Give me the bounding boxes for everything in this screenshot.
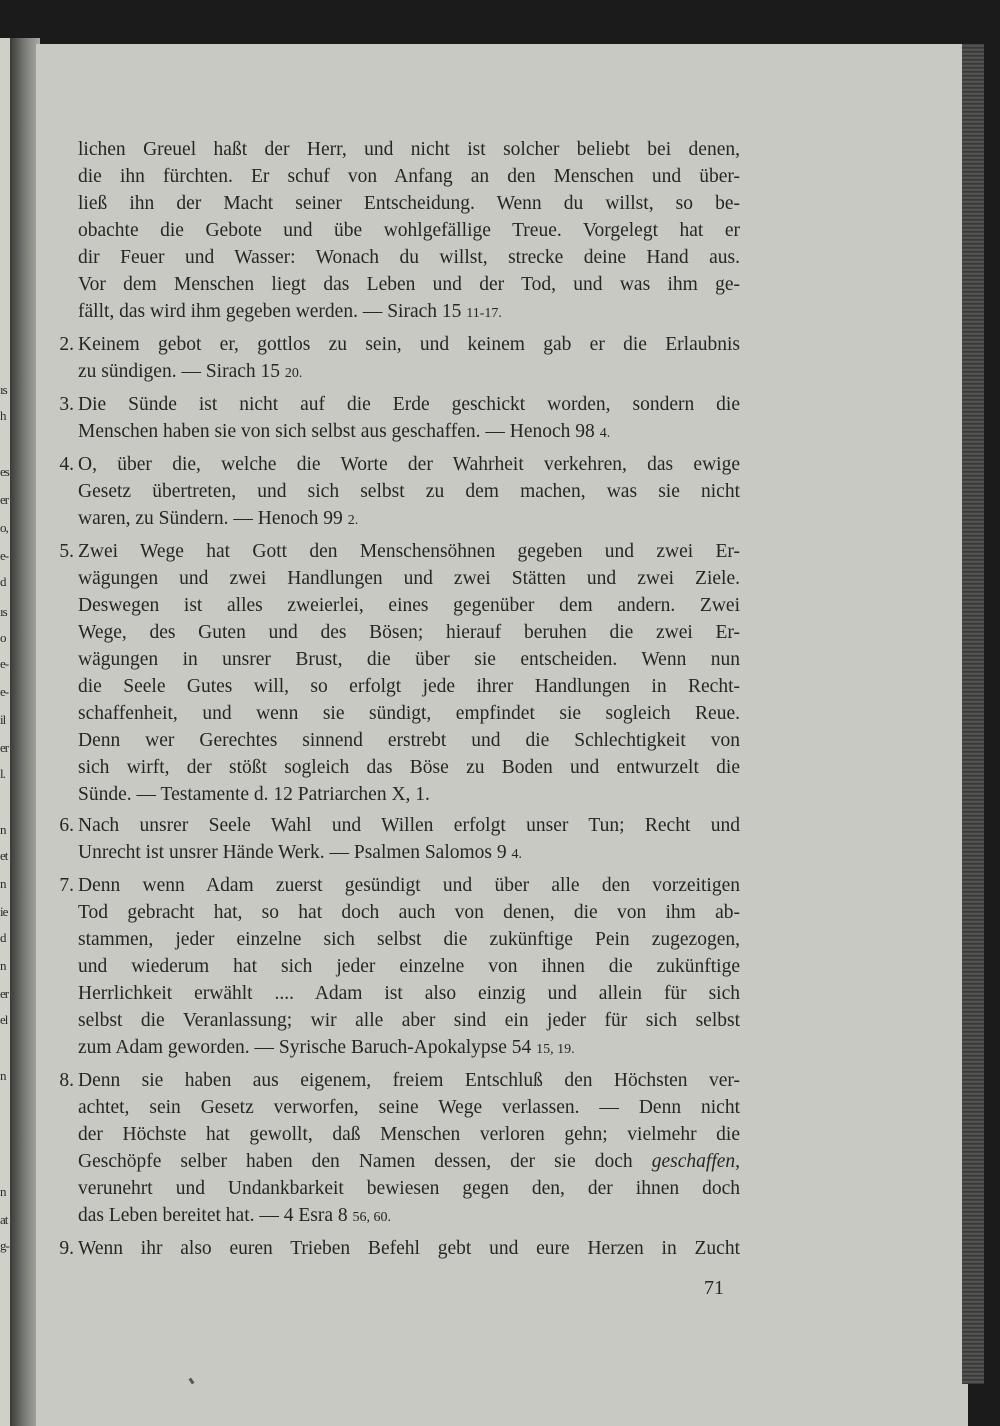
paragraph-1	[78, 136, 740, 327]
text-line: lichen Greuel haßt der Herr, und nicht ist solcher beliebt bei denen,	[78, 139, 740, 160]
text-line: Sünde. — Testamente d. 12 Patriarchen X, 1.	[78, 784, 430, 805]
paragraph-3	[59, 391, 740, 447]
text-line: dir Feuer und Wasser: Wonach du willst, strecke deine Hand aus.	[78, 247, 740, 268]
paragraph-number: 8.	[59, 1070, 74, 1091]
paragraph-9	[59, 1235, 740, 1262]
text-line	[78, 1202, 740, 1231]
facing-page-fragment: n	[0, 876, 6, 891]
paragraph-number: 7.	[59, 875, 74, 896]
text-line	[78, 418, 740, 447]
text-line: achtet, sein Gesetz verworfen, seine Wege verlassen. — Denn nicht	[78, 1097, 740, 1118]
text-line: Denn sie haben aus eigenem, freiem Entschluß den Höchsten ver-	[78, 1070, 740, 1091]
citation-verse: 4.	[599, 426, 611, 441]
text-line: Gesetz übertreten, und sich selbst zu dem machen, was sie nicht	[78, 481, 740, 502]
citation-verse: 15, 19.	[536, 1042, 575, 1057]
text-line	[78, 358, 740, 387]
text-line: Wenn ihr also euren Trieben Befehl gebt und eure Herzen in Zucht	[78, 1238, 740, 1259]
text-line: die ihn fürchten. Er schuf von Anfang an den Menschen und über-	[78, 166, 740, 187]
line-text: zu sündigen. — Sirach 15	[78, 361, 281, 382]
facing-page-fragment: d	[0, 574, 6, 589]
paragraph-4	[59, 451, 740, 534]
line-text: Menschen haben sie von sich selbst aus geschaffen. — Henoch 98	[78, 421, 595, 442]
facing-page-fragment: o,	[0, 520, 8, 535]
facing-page-fragment: er	[0, 740, 9, 755]
paragraph-7	[59, 872, 740, 1063]
text-line: sich wirft, der stößt sogleich das Böse zu Boden und entwurzelt die	[78, 757, 740, 778]
citation-verse: 56, 60.	[352, 1210, 392, 1225]
text-line: O, über die, welche die Worte der Wahrheit verkehren, das ewige	[78, 454, 740, 475]
citation-verse: 4.	[511, 847, 522, 862]
paragraph-number: 6.	[59, 815, 74, 836]
facing-page-fragment: e-	[0, 656, 9, 671]
text-line: die Seele Gutes will, so erfolgt jede ihrer Handlungen in Recht-	[78, 676, 740, 697]
facing-page-fragment: n	[0, 1184, 6, 1199]
text-line: Herrlichkeit erwählt .... Adam ist also einzig und allein für sich	[78, 983, 740, 1004]
body-text	[59, 136, 741, 1266]
facing-page-fragment: d	[0, 930, 6, 945]
facing-page-fragment: e-	[0, 548, 9, 563]
text-line	[78, 298, 740, 327]
text-line: wägungen und zwei Handlungen und zwei Stätten und zwei Ziele.	[78, 568, 740, 589]
text-line: verunehrt und Undankbarkeit bewiesen gegen den, der ihnen doch	[78, 1178, 740, 1199]
facing-page-fragment: o	[0, 630, 6, 645]
text-line	[78, 839, 740, 868]
text-line: Nach unsrer Seele Wahl und Willen erfolgt unser Tun; Recht und	[78, 815, 740, 836]
text-line: schaffenheit, und wenn sie sündigt, empfindet sie sogleich Reue.	[78, 703, 740, 724]
facing-page-fragment: er	[0, 986, 9, 1001]
facing-page-fragment: el	[0, 1012, 8, 1027]
facing-page-fragment: et	[0, 848, 8, 863]
paragraph-8	[59, 1067, 741, 1231]
text-line	[78, 1148, 740, 1175]
line-text: zum Adam geworden. — Syrische Baruch-Apokalypse 54	[78, 1037, 532, 1058]
text-line: ließ ihn der Macht seiner Entscheidung. Wenn du willst, so be-	[78, 193, 740, 214]
citation-verse: 20.	[284, 366, 303, 381]
paragraph-number: 4.	[59, 454, 74, 475]
text-line: und wiederum hat sich jeder einzelne von ihnen die zukünftige	[78, 956, 740, 977]
text-line: obachte die Gebote und übe wohlgefällige Treue. Vorgelegt hat er	[78, 220, 740, 241]
paragraph-number: 5.	[59, 541, 74, 562]
line-text: das Leben bereitet hat. — 4 Esra 8	[78, 1205, 348, 1226]
line-text: waren, zu Sündern. — Henoch 99	[78, 508, 343, 529]
facing-page-fragment: n	[0, 958, 6, 973]
facing-page-fragment: l.	[0, 766, 5, 781]
facing-page-fragment: ie	[0, 904, 8, 919]
facing-page-fragment: n	[0, 1068, 6, 1083]
text-line: wägungen in unsrer Brust, die über sie entscheiden. Wenn nun	[78, 649, 740, 670]
facing-page-fragment: at	[0, 1212, 8, 1227]
text-line: Die Sünde ist nicht auf die Erde geschickt worden, sondern die	[78, 394, 740, 415]
text-line: Zwei Wege hat Gott den Menschensöhnen gegeben und zwei Er-	[78, 541, 740, 562]
facing-page-fragment: h	[0, 408, 6, 423]
facing-page-fragment: ıs	[0, 382, 7, 397]
facing-page-fragment: n	[0, 822, 6, 837]
line-text: Geschöpfe selber haben den Namen dessen, der sie doch	[78, 1151, 633, 1172]
text-line: Deswegen ist alles zweierlei, eines gegenüber dem andern. Zwei	[78, 595, 740, 616]
paragraph-number: 3.	[59, 394, 74, 415]
facing-page-fragment: er	[0, 492, 9, 507]
text-line: Keinem gebot er, gottlos zu sein, und keinem gab er die Erlaubnis	[78, 334, 740, 355]
page-number: 71	[704, 1277, 724, 1299]
text-line: Tod gebracht hat, so hat doch auch von denen, die von ihm ab-	[78, 902, 740, 923]
line-text: fällt, das wird ihm gegeben werden. — Sirach 15	[78, 301, 462, 322]
text-line: Wege, des Guten und des Bösen; hierauf beruhen die zwei Er-	[78, 622, 740, 643]
facing-page-fragment: g-	[0, 1238, 9, 1253]
text-line	[78, 1034, 740, 1063]
line-text: Unrecht ist unsrer Hände Werk. — Psalmen Salomos 9	[78, 842, 507, 863]
facing-page-fragment: il	[0, 712, 6, 727]
facing-page-fragment: es	[0, 464, 9, 479]
facing-page-fragment: e-	[0, 684, 9, 699]
citation-verse: 2.	[347, 513, 359, 528]
text-line: der Höchste hat gewollt, daß Menschen verloren gehn; vielmehr die	[78, 1124, 740, 1145]
text-line: Denn wer Gerechtes sinnend erstrebt und die Schlechtigkeit von	[78, 730, 740, 751]
citation-verse: 11-17.	[466, 306, 502, 321]
paragraph-6	[59, 812, 740, 868]
text-line	[78, 505, 740, 534]
paragraph-5	[59, 538, 740, 808]
text-line: Vor dem Menschen liegt das Leben und der Tod, und was ihm ge-	[78, 274, 740, 295]
facing-page-fragment: ıs	[0, 604, 7, 619]
paragraph-2	[59, 331, 740, 387]
paragraph-number: 9.	[59, 1238, 74, 1259]
paragraph-number: 2.	[59, 334, 74, 355]
text-line: selbst die Veranlassung; wir alle aber sind ein jeder für sich selbst	[78, 1010, 740, 1031]
text-line: stammen, jeder einzelne sich selbst die zukünftige Pein zugezogen,	[78, 929, 740, 950]
emphasis-text: geschaffen,	[651, 1151, 741, 1172]
text-line: Denn wenn Adam zuerst gesündigt und über alle den vorzeitigen	[78, 875, 740, 896]
page-block-edge	[962, 44, 984, 1384]
